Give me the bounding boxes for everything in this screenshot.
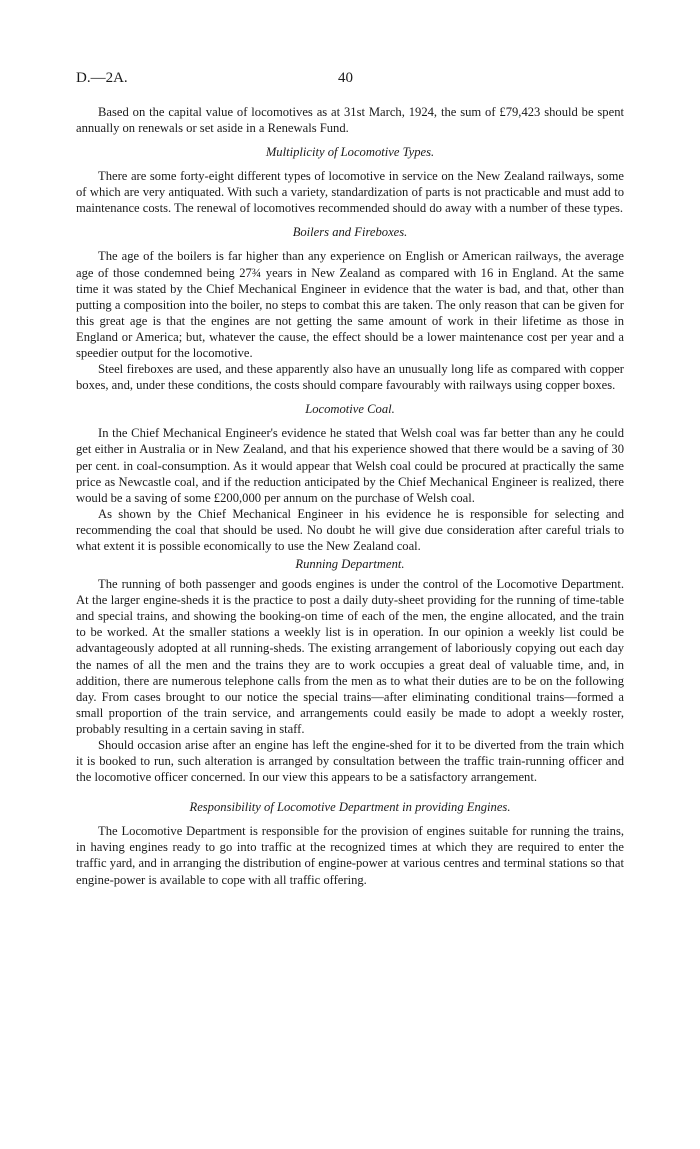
section-running (76, 556, 624, 785)
paragraph: As shown by the Chief Mechanical Engineer in his evidence he is responsible for selecting and recommending the coal that should be used. No doubt he will give due consideration after careful trials to what extent it is possible economically to use the New Zealand coal. (76, 506, 624, 553)
page-number: 40 (338, 70, 353, 86)
paragraph: The age of the boilers is far higher than any experience on English or American railways, the average age of those condemned being 27¾ years in New Zealand as compared with 16 in England. At the same time it was stated by the Chief Mechanical Engineer in evidence that the water is bad, and that, other than putting a composition into the boiler, no steps to combat this are taken. The only reason that can be given for this great age is that the engines are not getting the same amount of work in their lifetime as those in England or America; but, whatever the cause, the effect should be a lower maintenance cost per year and a speedier output for the locomotive. (76, 249, 624, 361)
paragraph: Steel fireboxes are used, and these apparently also have an unusually long life as compared with copper boxes, and, under these conditions, the costs should compare favourably with railways using copper boxes. (76, 362, 624, 393)
section-boilers (76, 224, 624, 393)
section-responsibility (76, 799, 624, 887)
paragraph: Should occasion arise after an engine has left the engine-shed for it to be diverted from the train which it is booked to run, such alteration is arranged by consultation between the traffic train-running officer and the locomotive officer concerned. In our view this appears to be a satisfactory arrangement. (76, 738, 624, 785)
section-multiplicity (76, 144, 624, 216)
section-heading: Multiplicity of Locomotive Types. (265, 145, 435, 160)
paragraph: The running of both passenger and goods engines is under the control of the Locomotive Department. At the larger engine-sheds it is the practice to post a daily duty-sheet providing for the running of time-table and special trains, and showing the booking-on time of each of the men, the engine allocated, and the train to be worked. At the smaller stations a weekly list is in operation. In our opinion a weekly list could be advantageously adopted at all running-sheds. The existing arrangement of laboriously copying out each day the names of all the men and the trains they are to work occupies a great deal of valuable time, and, in addition, there are numerous telephone calls from the men as to what their duties are to be on the following day. From cases brought to our notice the special trains—after eliminating conditional trains—formed a small proportion of the train service, and arrangements could easily be made to adopt a weekly roster, probably resulting in a certain saving in staff. (76, 577, 624, 736)
document-reference: D.—2A. (76, 70, 128, 86)
section-heading: Running Department. (295, 557, 405, 572)
document-body (76, 104, 624, 888)
paragraph: Based on the capital value of locomotives as at 31st March, 1924, the sum of £79,423 should be spent annually on renewals or set aside in a Renewals Fund. (76, 105, 624, 136)
section-heading: Locomotive Coal. (305, 402, 395, 417)
section-renewals (76, 104, 624, 136)
page-header (76, 70, 624, 90)
paragraph: In the Chief Mechanical Engineer's evidence he stated that Welsh coal was far better than any he could get either in Australia or in New Zealand, and that his experience showed that there would be a saving of 30 per cent. in coal-consumption. As it would appear that Welsh coal could be procured at practically the same price as Newcastle coal, and if the reduction anticipated by the Chief Mechanical Engineer is realized, there would be a saving of some £200,000 per annum on the purchase of Welsh coal. (76, 426, 624, 505)
paragraph: The Locomotive Department is responsible for the provision of engines suitable for running the trains, in having engines ready to go into traffic at the recognized times at which they are required to enter the traffic yard, and in arranging the distribution of engine-power at various centres and terminal stations so that engine-power is available to cope with all traffic offering. (76, 824, 624, 887)
paragraph: There are some forty-eight different types of locomotive in service on the New Zealand railways, some of which are very antiquated. With such a variety, standardization of parts is not practicable and must add to maintenance costs. The renewal of locomotives recommended should do away with a number of these types. (76, 169, 624, 216)
section-heading: Responsibility of Locomotive Department in providing Engines. (189, 800, 511, 815)
section-heading: Boilers and Fireboxes. (292, 225, 408, 240)
section-coal (76, 401, 624, 554)
